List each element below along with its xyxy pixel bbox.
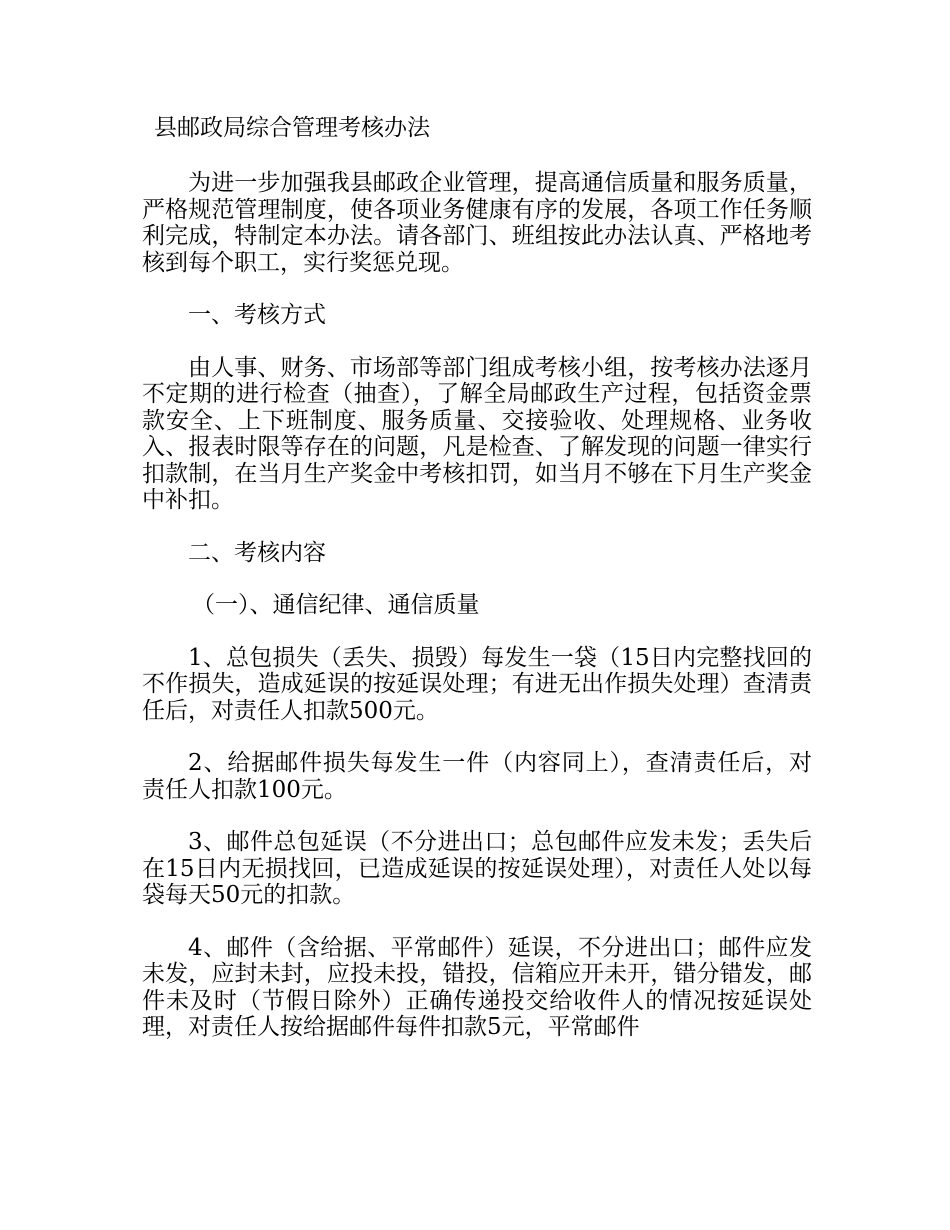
document-title: 县邮政局综合管理考核办法 xyxy=(154,115,430,141)
rule-item-4: 4、邮件（含给据、平常邮件）延误，不分进出口；邮件应发未发，应封未封，应投未投，错投，信箱应开未开，错分错发，邮件未及时（节假日除外）正确传递投交给收件人的情况按延误处理，对责任人按给据邮件每件扣款5元，平常邮件 xyxy=(142,934,812,1040)
rule-item-2: 2、给据邮件损失每发生一件（内容同上），查清责任后，对责任人扣款100元。 xyxy=(142,750,812,803)
intro-paragraph: 为进一步加强我县邮政企业管理，提高通信质量和服务质量，严格规范管理制度，使各项业务健康有序的发展，各项工作任务顺利完成，特制定本办法。请各部门、班组按此办法认真、严格地考核到每个职工，实行奖惩兑现。 xyxy=(142,170,812,276)
rule-item-3: 3、邮件总包延误（不分进出口；总包邮件应发未发；丢失后在15日内无损找回，已造成延误的按延误处理），对责任人处以每袋每天50元的扣款。 xyxy=(142,829,812,908)
section-heading-method: 一、考核方式 xyxy=(188,302,326,328)
subsection-heading-discipline: （一）、通信纪律、通信质量 xyxy=(192,592,480,618)
document-page xyxy=(142,112,812,1067)
section-heading-content: 二、考核内容 xyxy=(188,539,326,566)
method-paragraph: 由人事、财务、市场部等部门组成考核小组，按考核办法逐月不定期的进行检查（抽查），了解全局邮政生产过程，包括资金票款安全、上下班制度、服务质量、交接验收、处理规格、业务收入、报表时限等存在的问题，凡是检查、了解发现的问题一律实行扣款制，在当月生产奖金中考核扣罚，如当月不够在下月生产奖金中补扣。 xyxy=(142,354,812,513)
rule-item-1: 1、总包损失（丢失、损毁）每发生一袋（15日内完整找回的不作损失，造成延误的按延误处理；有进无出作损失处理）查清责任后，对责任人扣款500元。 xyxy=(142,644,812,724)
